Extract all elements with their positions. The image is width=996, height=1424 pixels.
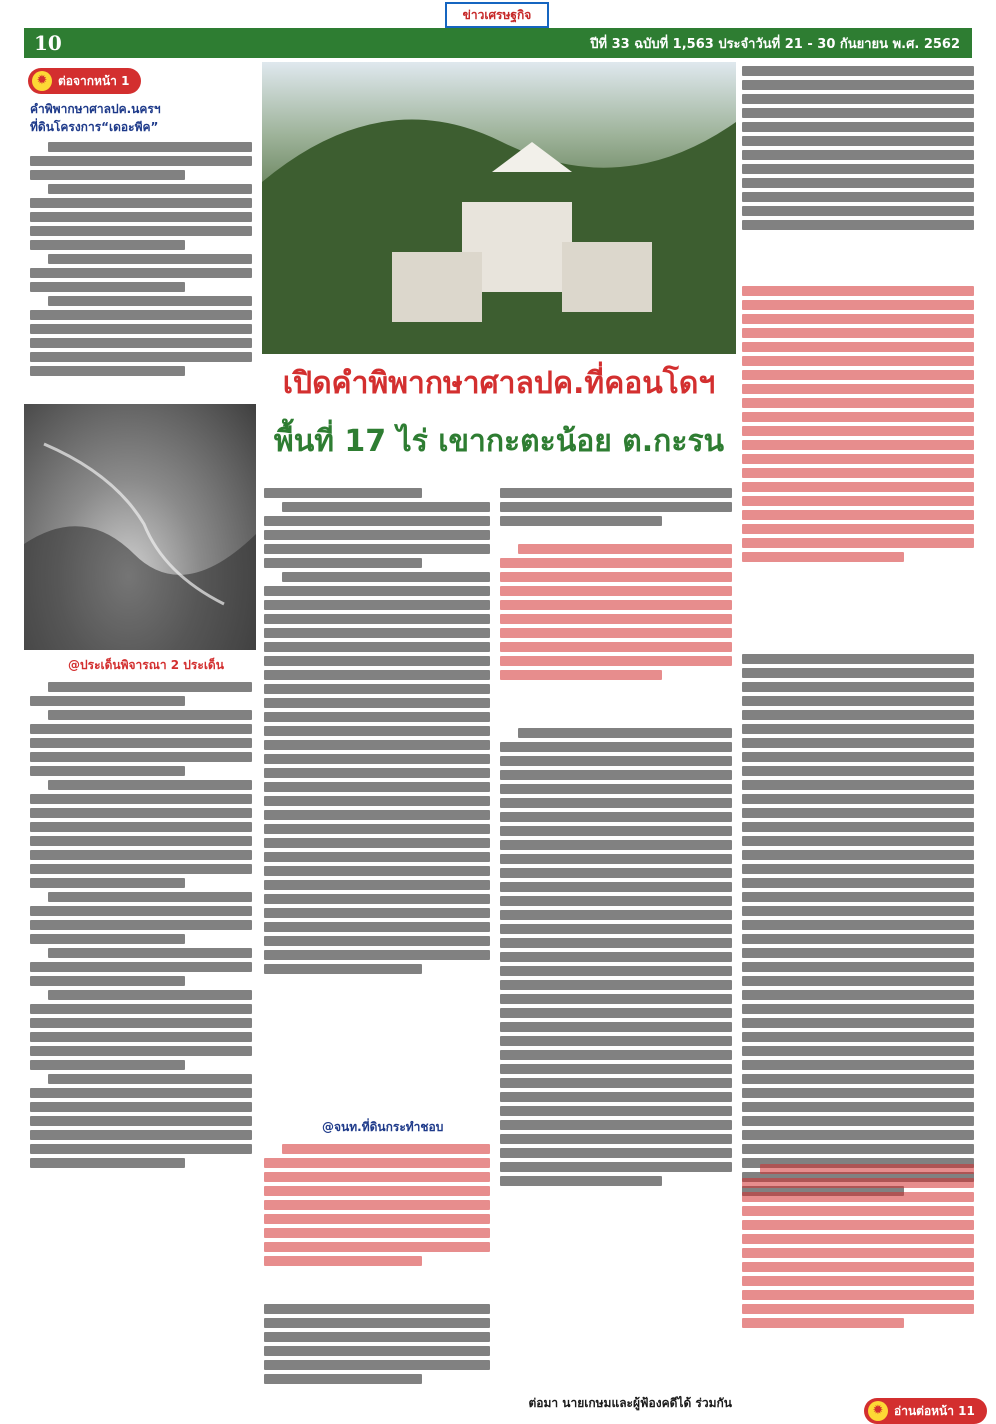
continued-from-label: ต่อจากหน้า 1	[58, 73, 130, 88]
headline-line-2: พื้นที่ 17 ไร่ เขากะตะน้อย ต.กะรน	[273, 424, 725, 459]
col4-body-red	[742, 282, 974, 566]
col4-body-mid	[742, 650, 974, 1200]
col2-body-red	[264, 1140, 490, 1270]
sun-icon: ✹	[868, 1401, 888, 1421]
col3-subhead: @จนท.ที่ดินกระทำชอบ	[322, 1120, 444, 1134]
continued-to-label: อ่านต่อหน้า 11	[894, 1403, 975, 1418]
col4-body-red-bottom	[742, 1160, 974, 1332]
col3-body	[500, 484, 732, 530]
col4-closing: ต่อมา นายเกษมและผู้ฟ้องคดีได้ ร่วมกัน	[528, 1396, 732, 1410]
sun-icon: ✹	[32, 71, 52, 91]
kicker-line-1: คำพิพากษาศาลปค.นครฯ	[30, 102, 161, 116]
continued-to-badge[interactable]	[864, 1398, 987, 1424]
page-header	[24, 28, 972, 58]
col1-body-bottom	[30, 678, 252, 1172]
col3-body-bottom	[500, 724, 732, 1190]
col3-body-red	[500, 540, 732, 684]
col1-kicker	[30, 100, 252, 136]
masthead-logo: ข่าวเศรษฐกิจ	[445, 2, 549, 28]
col4-body-top	[742, 62, 974, 234]
resort-on-hillside-photo	[262, 62, 736, 354]
col1-subhead: @ประเด็นพิจารณา 2 ประเด็น	[68, 658, 224, 672]
kicker-line-2: ที่ดินโครงการ“เดอะพีค”	[30, 120, 159, 134]
issue-info: ปีที่ 33 ฉบับที่ 1,563 ประจำวันที่ 21 - 30 กันยายน พ.ศ. 2562	[590, 36, 960, 52]
page-number: 10	[34, 31, 62, 55]
col1-body-top	[30, 138, 252, 380]
headline-line-1: เปิดคำพิพากษาศาลปค.ที่คอนโดฯ	[282, 366, 716, 401]
continued-from-badge[interactable]	[28, 68, 141, 94]
aerial-bay-photo	[24, 404, 256, 650]
col2-body-bottom	[264, 1300, 490, 1388]
col2-body-top	[264, 484, 490, 978]
